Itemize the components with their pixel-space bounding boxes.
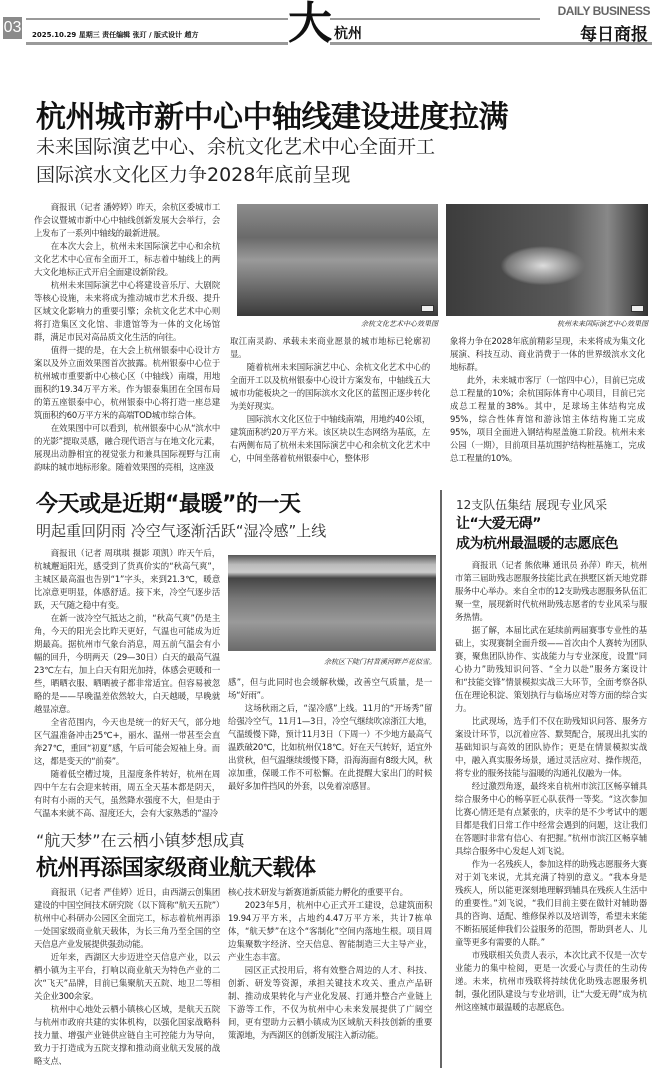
volunteer-headline: 成为杭州最温暖的志愿底色 bbox=[456, 536, 618, 552]
brand-chinese: 每日商报 bbox=[580, 25, 648, 45]
header-rule bbox=[26, 42, 288, 45]
weather-column-1: 商报讯（记者 周琪琪 摄影 项凯）昨天午后，杭城邂逅阳光，感受到了货真价实的“秋高气爽”，主城区最高温也告别“1”字头，来到21.3℃，暖意比凉意更明显，体感舒适。接下来，冷空气逐步活跃，天气随之稳中有变。 在新一波冷空气抵达之前，“秋高气爽”仍是主角，今天的阳光会比昨天更好，气温也可能成为近期最高。据杭州市气象台消息，周五前气温会有小幅的回升，今明两天（29—30日）白天的最高气温23℃左右，加上白天有阳光加持，体感会更暖和一些，晒晒衣服、晒晒被子都非常适宜。但容易被忽略的是——早晚温差依然较大，白天越暖，早晚就越显凉意。 全省范围内，今天也是统一的好天气，部分地区气温准备冲击25℃+，丽水、温州一带甚至会直奔27℃，重回“初夏”感，午后可能会短袖上身。而这，都是变天的“前奏”。 随着低空槽过境，且湿度条件转好，杭州在周四中午左右会迎来转雨，周五全天基本都是阴天，有时有小雨的天气，虽然降水强度不大，但是由于气温本来就不高、湿度还大，会有大家熟悉的“湿冷 bbox=[34, 548, 220, 818]
space-column-2: 核心技术研发与新赛道新质能力孵化的重要平台。 2023年5月，杭州中心正式开工建设，总建筑面积19.94万平方米，占地约4.47万平方米，共计7栋单体，“航天梦”在这个“客制化”空间内落地生根。项目周边集聚数字经济、空天信息、智能制造三大主导产业，产业生态丰富。 园区正式投用后，将有效整合周边的人才、科技、创新、研发等资源，承担关键技术攻关、重点产品研制、推动成果转化与产业化发展、打通并整合产业链上下游等工作，不仅为杭州中心未来发展提供了广阔空间，更有望助力云栖小镇成为区域航天科技创新的重要策源地，为西湖区的创新发展注入新动能。 bbox=[228, 887, 432, 1040]
weather-column-2: 感”，但与此同时也会缓解秋燥，改善空气质量，是一场“好雨”。 这场秋雨之后，“湿冷感”上线。11月的“开场秀”留给强冷空气，11月1—3日，冷空气继续吹凉浙江大地，气温缓慢下降，预计11月3日（下周一）不少地方最高气温跌破20℃，比如杭州仅18℃。好在天气转好，适宜外出赏秋，但气温继续缓慢下降，沿海海面有8级大风，秋凉加重，保暖工作不可松懈。在此提醒大家出门的时候最好多加件挡风的外套，以免着凉感冒。 bbox=[228, 677, 432, 791]
lead-column-1: 商报讯（记者 潘婷婷）昨天，余杭区委城市工作会议暨城市新中心中轴线创新发展大会举行，会上发布了一系列中轴线的最新进展。 在本次大会上，杭州未来国际演艺中心和余杭文化艺术中心宣布全面开工，标志着中轴线上的两大文化地标正式开启全面建设新阶段。 杭州未来国际演艺中心将建设音乐厅、大剧院等核心设施，未来将成为推动城市艺术升级、提升区域文化影响力的重要引擎；余杭文化艺术中心则将打造集区文化馆、非遗馆等为一体的文化场馆群，满足市民对高品质文化生活的向往。 值得一提的是，在大会上杭州银泰中心设计方案以及外立面效果图首次披露。杭州银泰中心位于杭州城市重要新中心核心区（中轴线）南端，用地面积约19.34万平方米。作为银泰集团在全国布局的第五座银泰中心，杭州银泰中心将打造一座总建筑面积约60万平方米的高端TOD城市综合体。 在效果图中可以看到，杭州银泰中心从“滨水中的光影”提取灵感，融合现代语言与在地文化元素，展现出动静相宜的视觉张力和兼具国际视野与江南韵味的城市地标形象。随着效果图的亮相，这座汲 bbox=[34, 202, 220, 472]
photo-international-performing-arts-center bbox=[446, 204, 648, 316]
weather-headline: 今天或是近期“最暖”的一天 bbox=[36, 492, 301, 517]
brand-english: DAILY BUSINESS bbox=[557, 4, 650, 18]
space-headline: 杭州再添国家级商业航天载体 bbox=[36, 856, 316, 881]
header-rule bbox=[26, 18, 288, 20]
photo-caption: 余杭区下陡门村苕溪河畔芦花似雪。 bbox=[324, 658, 436, 666]
lead-column-3: 象将力争在2028年底前精彩呈现，未来将成为集文化展演、科技互动、商业消费于一体的世界级滨水文化地标群。 此外，未来城市客厅（一馆四中心），目前已完成总工程量的10%；余杭国际体育中心项目，目前已完成总工程量的38%。其中，足球场主体结构完成95%，综合性体育馆和游泳馆主体结构施工完成95%，项目全面进入钢结构屋盖施工阶段。杭州未来公园（一期），目前项目基坑围护结构桩基施工，完成总工程量的10%。 bbox=[450, 336, 645, 463]
section-logo: 大 bbox=[288, 0, 332, 49]
column-divider bbox=[440, 490, 442, 1068]
lead-column-2: 取江南灵韵、承载未来商业愿景的城市地标已轮廓初显。 随着杭州未来国际演艺中心、余杭文化艺术中心的全面开工以及杭州银泰中心设计方案发布，中轴线五大城市功能板块之一的国际滨水文化区的蓝图正逐步转化为美好现实。 国际滨水文化区位于中轴线南端，用地约40公顷，建筑面积约20万平方米。该区块以生态网络为基底，左右两侧布局了杭州未来国际演艺中心和余杭文化艺术中心，中间坐落着杭州银泰中心，整体形 bbox=[230, 336, 430, 463]
space-kicker: “航天梦”在云栖小镇梦想成真 bbox=[36, 831, 245, 850]
lead-subtitle: 国际滨水文化区力争2028年底前呈现 bbox=[36, 164, 351, 186]
section-name: 杭州 bbox=[334, 26, 362, 42]
photo-reed-flowers bbox=[228, 555, 436, 651]
photo-caption: 余杭文化艺术中心效果图 bbox=[361, 320, 438, 328]
weather-subtitle: 明起重回阴雨 冷空气逐渐活跃“湿冷感”上线 bbox=[36, 522, 327, 540]
photo-caption: 杭州未来国际演艺中心效果图 bbox=[557, 320, 648, 328]
photo-badge bbox=[631, 305, 644, 312]
lead-headline: 杭州城市新中心中轴线建设进度拉满 bbox=[36, 100, 508, 135]
header-rule bbox=[330, 18, 540, 20]
volunteer-kicker: 12支队伍集结 展现专业风采 bbox=[456, 498, 608, 512]
date-line: 2025.10.29 星期三 责任编辑 张玎 / 版式设计 趙方 bbox=[32, 31, 199, 39]
lead-subtitle: 未来国际演艺中心、余杭文化艺术中心全面开工 bbox=[36, 136, 436, 158]
photo-badge bbox=[421, 305, 434, 312]
photo-yuhang-culture-center bbox=[237, 204, 438, 316]
space-column-1: 商报讯（记者 严佳婷）近日，由西湖云创集团建设的中国空间技术研究院（以下简称“航天五院”）杭州中心科研办公园区全面完工，标志着杭州再添一处国家级商业航天载体，为长三角乃至全国的空天信息产业发展提供强劲动能。 近年来，西湖区大步迈进空天信息产业，以云栖小镇为主平台，打响以商业航天为特色产业的二次“飞天”品牌，目前已集聚航天五院、地卫二等相关企业300余家。 杭州中心地处云栖小镇核心区域，是航天五院与杭州市政府共建的实体机构，以强化国家战略科技力量、增强产业链供应链自主可控能力为导向，致力于打造成为五院支撑和推动商业航天发展的战略支点、 bbox=[34, 887, 220, 1066]
volunteer-body: 商报讯（记者 熊依琳 通讯员 孙萍）昨天，杭州市第三届助残志愿服务技能比武在拱墅区新天地党群服务中心举办。来自全市的12支助残志愿服务队伍汇聚一堂，展现新时代杭州助残志愿者的专业风采与服务热情。 据了解，本届比武在延续前两届赛事专业性的基础上，实现赛制全面升级——首次由个人赛转为团队赛，聚焦团队协作、实战能力与专业深度，设置“同心协力”助残知识问答、“全力以赴”服务方案设计和“技能交锋”情景模拟实战三大环节，全面考察各队伍在理论积淀、策划执行与临场应对等方面的综合实力。 比武现场，选手们不仅在助残知识问答、服务方案设计环节，以沉着应答、默契配合，展现出扎实的基础知识与高效的团队协作；更是在情景模拟实战中，融入真实服务场景，通过灵活应对、操作规范，将专业的服务技能与温暖的沟通礼仪融为一体。 经过激烈角逐，最终来自杭州市滨江区畅享辅具综合服务中心的畅享匠心队获得一等奖。“这次参加比赛心情还是有点紧张的，庆幸的是不少考试中的题目都是我们日常工作中经常会遇到的问题，这让我们在答题时非常有信心、有把握。”杭州市滨江区畅享辅具综合服务中心发起人刘飞说。 作为一名残疾人，参加这样的助残志愿服务大赛对于刘飞来说，尤其充满了特别的意义。“我本身是残疾人，所以能更深刻地理解到辅具在残疾人生活中的重要性。”刘飞说，“我们目前主要在做针对辅助器具的咨询、适配、维修保养以及培训等，希望未来能不断拓展延伸我们公益服务的范围，帮助到老人、儿童等更多有需要的人群。” 市残联相关负责人表示，本次比武不仅是一次专业能力的集中检阅，更是一次爱心与责任的生动传递。未来，杭州市残联将持续优化助残志愿服务机制，强化团队建设与专业培训，让“大爱无碍”成为杭州这座城市最温暖的志愿底色。 bbox=[455, 560, 647, 1012]
volunteer-headline: 让“大爱无碍” bbox=[456, 516, 541, 532]
page-number: 03 bbox=[3, 17, 22, 39]
